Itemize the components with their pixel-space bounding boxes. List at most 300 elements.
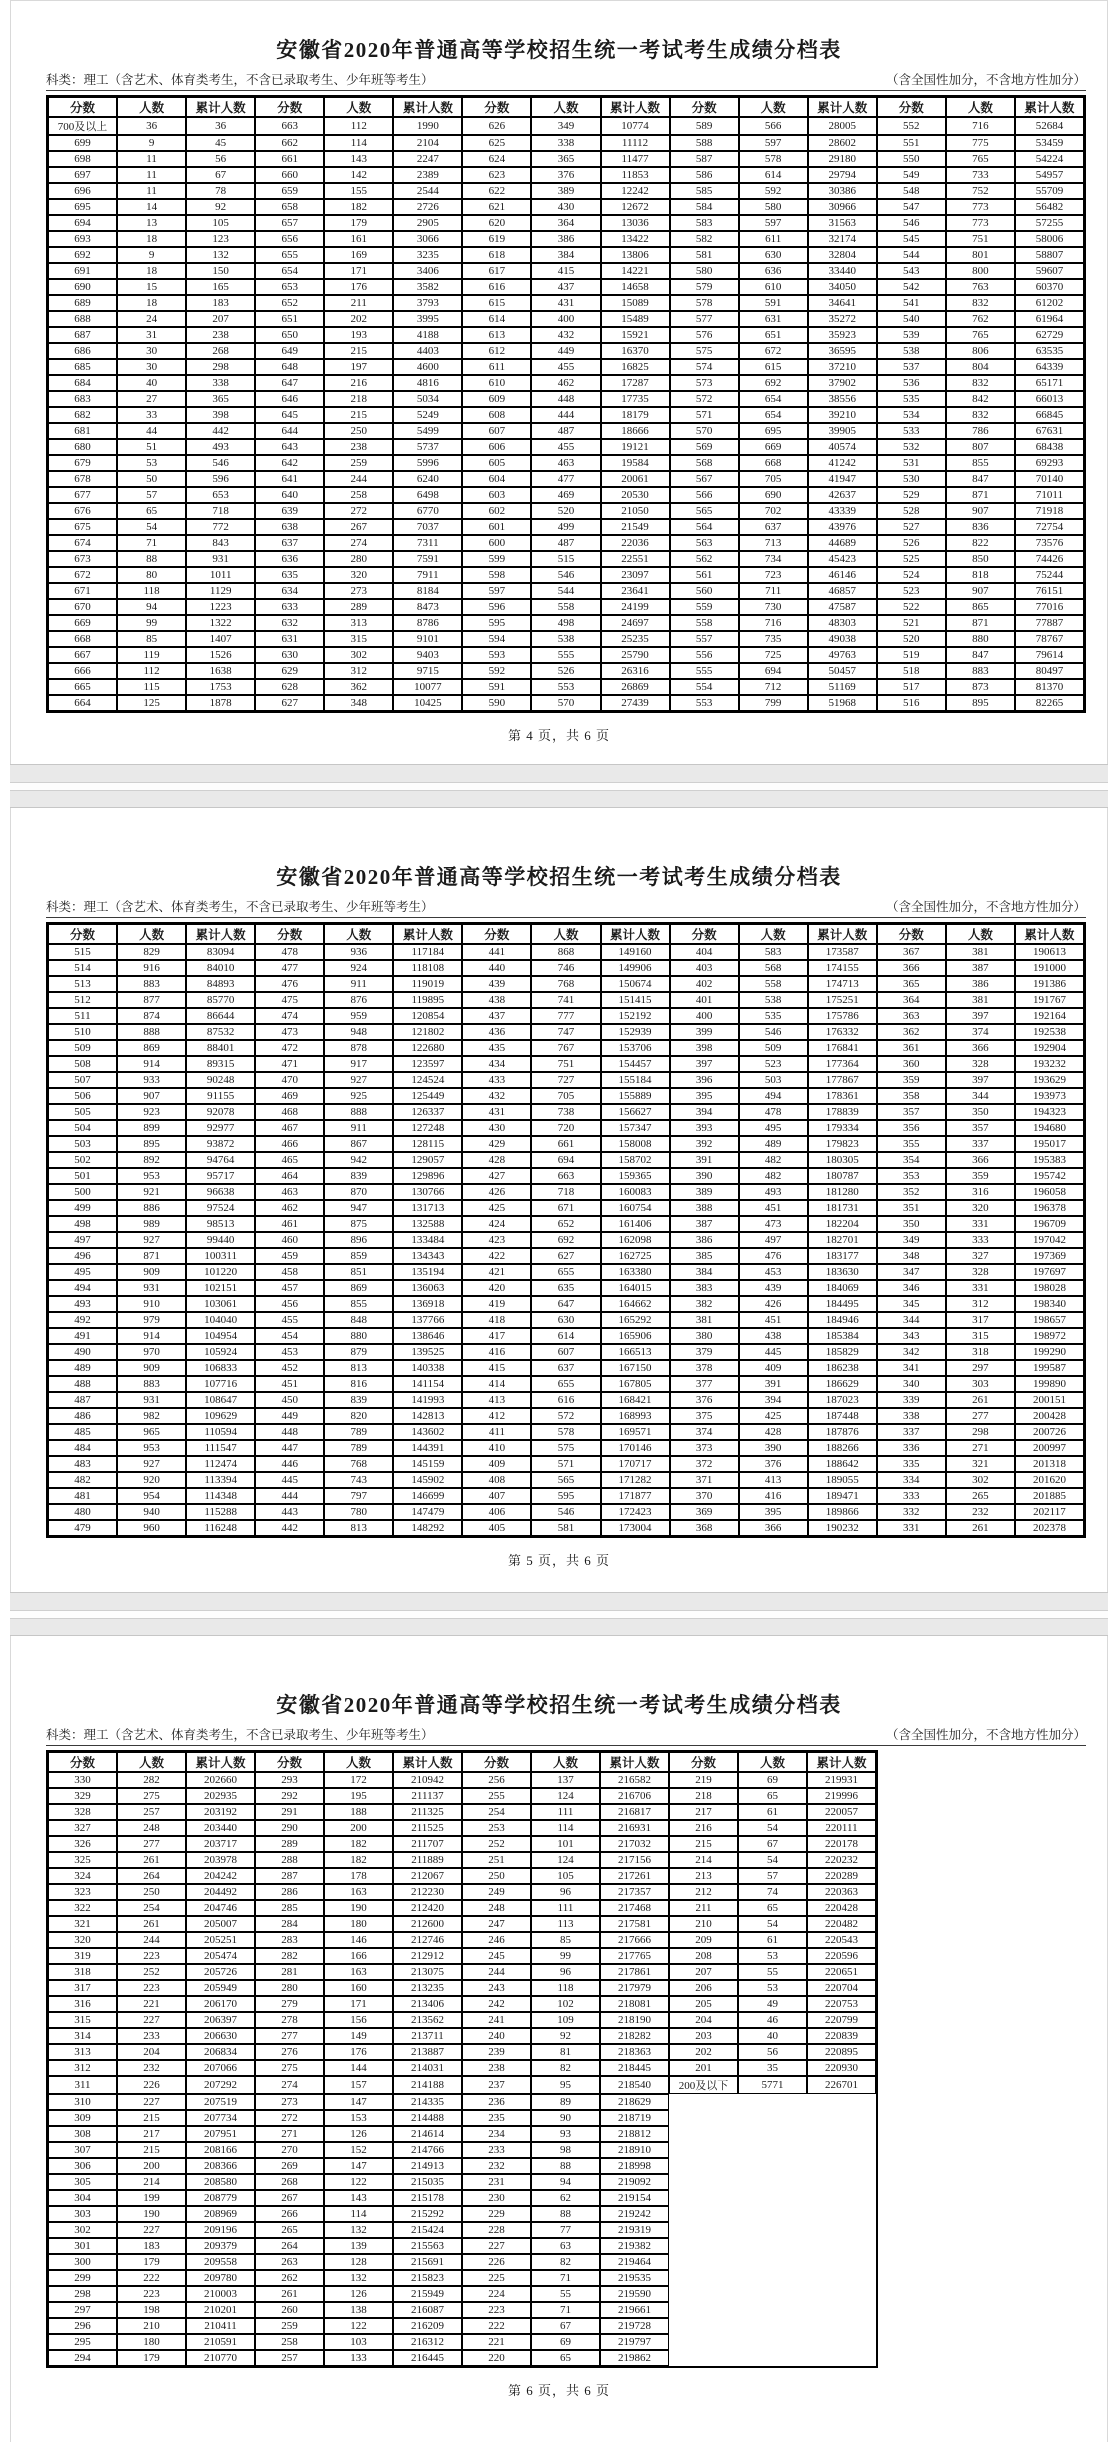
cell: 660	[255, 167, 324, 183]
cell: 658	[255, 199, 324, 215]
cell: 54	[738, 1852, 807, 1868]
page-edge-stripe	[10, 1610, 1108, 1619]
cell: 203440	[186, 1820, 255, 1836]
cell: 807	[946, 439, 1015, 455]
cell: 4403	[393, 343, 462, 359]
cell: 432	[462, 1088, 531, 1104]
cell: 216445	[393, 2350, 462, 2366]
cell: 7311	[393, 535, 462, 551]
cell: 455	[255, 1312, 324, 1328]
cell: 196709	[1015, 1216, 1084, 1232]
cell: 557	[670, 631, 739, 647]
cell: 668	[48, 631, 117, 647]
cell: 199290	[1015, 1344, 1084, 1360]
cell: 506	[48, 1088, 117, 1104]
cell: 676	[48, 503, 117, 519]
cell: 180305	[808, 1152, 877, 1168]
cell: 40	[738, 2028, 807, 2044]
cell: 535	[877, 391, 946, 407]
cell: 733	[946, 167, 1015, 183]
cell: 312	[48, 2060, 117, 2076]
cell: 232	[462, 2158, 531, 2174]
cell: 350	[946, 1104, 1015, 1120]
table-row	[48, 1932, 876, 1948]
cell: 439	[462, 976, 531, 992]
cell: 437	[531, 279, 600, 295]
cell: 207519	[186, 2094, 255, 2110]
cell: 57	[738, 1868, 807, 1884]
cell: 122	[324, 2174, 393, 2190]
cell: 806	[946, 343, 1015, 359]
cell: 500	[48, 1184, 117, 1200]
cell: 594	[462, 631, 531, 647]
cell: 18	[117, 263, 186, 279]
cell: 772	[186, 519, 255, 535]
cell: 549	[877, 167, 946, 183]
cell: 359	[946, 1168, 1015, 1184]
cell: 290	[255, 1820, 324, 1836]
cell: 529	[877, 487, 946, 503]
cell: 208969	[186, 2206, 255, 2222]
cell: 611	[462, 359, 531, 375]
cell: 655	[255, 247, 324, 263]
cell: 614	[462, 311, 531, 327]
cell: 214031	[393, 2060, 462, 2076]
cell: 593	[462, 647, 531, 663]
cell: 931	[117, 1392, 186, 1408]
column-header: 人数	[117, 97, 186, 117]
cell: 220111	[807, 1820, 876, 1836]
cell: 637	[255, 535, 324, 551]
cell: 487	[531, 423, 600, 439]
table-row	[48, 1216, 1084, 1232]
cell: 44689	[808, 535, 877, 551]
cell: 61202	[1015, 295, 1084, 311]
cell: 350	[877, 1216, 946, 1232]
cell: 15921	[601, 327, 670, 343]
cell: 829	[117, 944, 186, 960]
cell: 403	[670, 960, 739, 976]
cell: 394	[670, 1104, 739, 1120]
cell: 405	[462, 1520, 531, 1536]
cell: 33440	[808, 263, 877, 279]
cell: 662	[255, 135, 324, 151]
cell: 124524	[393, 1072, 462, 1088]
cell: 103	[324, 2334, 393, 2350]
cell: 243	[462, 1980, 531, 1996]
cell: 449	[255, 1408, 324, 1424]
table-row	[48, 2094, 876, 2110]
cell: 87532	[186, 1024, 255, 1040]
cell: 202117	[1015, 1504, 1084, 1520]
cell: 240	[462, 2028, 531, 2044]
cell: 246	[462, 1932, 531, 1948]
cell: 216817	[600, 1804, 669, 1820]
cell: 425	[462, 1200, 531, 1216]
cell: 378	[670, 1360, 739, 1376]
cell: 344	[877, 1312, 946, 1328]
cell: 218719	[600, 2110, 669, 2126]
cell: 390	[739, 1440, 808, 1456]
cell: 199587	[1015, 1360, 1084, 1376]
cell: 907	[117, 1088, 186, 1104]
cell: 641	[255, 471, 324, 487]
cell: 36	[117, 117, 186, 135]
cell: 347	[877, 1264, 946, 1280]
cell: 211137	[393, 1788, 462, 1804]
cell: 219	[669, 1772, 738, 1788]
cell: 746	[531, 960, 600, 976]
cell: 275	[117, 1788, 186, 1804]
cell: 46146	[808, 567, 877, 583]
cell: 546	[739, 1024, 808, 1040]
cell: 832	[946, 295, 1015, 311]
cell: 424	[462, 1216, 531, 1232]
cell: 360	[877, 1056, 946, 1072]
cell: 61	[738, 1804, 807, 1820]
cell: 655	[531, 1264, 600, 1280]
table-row	[48, 1120, 1084, 1136]
cell: 278	[255, 2012, 324, 2028]
cell: 205726	[186, 1964, 255, 1980]
cell: 610	[462, 375, 531, 391]
table-row	[48, 2110, 876, 2126]
cell: 208166	[186, 2142, 255, 2158]
cell: 49	[738, 1996, 807, 2012]
cell: 637	[531, 1360, 600, 1376]
cell: 640	[255, 487, 324, 503]
cell: 55	[738, 1964, 807, 1980]
cell: 168993	[601, 1408, 670, 1424]
cell: 101	[531, 1836, 600, 1852]
table-row	[48, 1804, 876, 1820]
cell: 38556	[808, 391, 877, 407]
cell: 16825	[601, 359, 670, 375]
cell: 65	[117, 503, 186, 519]
cell: 302	[324, 647, 393, 663]
table-row	[48, 1948, 876, 1964]
cell: 4600	[393, 359, 462, 375]
cell: 671	[48, 583, 117, 599]
score-table-page-6	[46, 1750, 878, 2368]
cell: 216931	[600, 1820, 669, 1836]
cell: 596	[462, 599, 531, 615]
table-row	[48, 2028, 876, 2044]
cell: 205251	[186, 1932, 255, 1948]
cell: 601	[462, 519, 531, 535]
cell: 217979	[600, 1980, 669, 1996]
cell: 371	[670, 1472, 739, 1488]
cell: 214188	[393, 2076, 462, 2094]
cell: 359	[877, 1072, 946, 1088]
cell: 762	[946, 311, 1015, 327]
cell: 789	[324, 1440, 393, 1456]
cell: 344	[946, 1088, 1015, 1104]
cell: 56482	[1015, 199, 1084, 215]
cell: 982	[117, 1408, 186, 1424]
cell: 656	[255, 231, 324, 247]
cell: 30	[117, 343, 186, 359]
cell: 545	[877, 231, 946, 247]
cell: 152192	[601, 1008, 670, 1024]
cell: 11112	[601, 135, 670, 151]
cell: 244	[117, 1932, 186, 1948]
cell: 673	[48, 551, 117, 567]
cell: 429	[462, 1136, 531, 1152]
cell: 2726	[393, 199, 462, 215]
cell: 528	[877, 503, 946, 519]
cell: 909	[117, 1360, 186, 1376]
cell: 197	[324, 359, 393, 375]
cell: 71011	[1015, 487, 1084, 503]
cell: 738	[531, 1104, 600, 1120]
cell: 520	[531, 503, 600, 519]
cell: 651	[255, 311, 324, 327]
cell: 215035	[393, 2174, 462, 2190]
cell: 79614	[1015, 647, 1084, 663]
cell: 20530	[601, 487, 670, 503]
cell: 120854	[393, 1008, 462, 1024]
cell: 326	[48, 1836, 117, 1852]
cell: 190613	[1015, 944, 1084, 960]
cell: 191386	[1015, 976, 1084, 992]
table-row	[48, 551, 1084, 567]
cell: 331	[877, 1520, 946, 1536]
cell: 907	[946, 583, 1015, 599]
cell: 219242	[600, 2206, 669, 2222]
cell: 847	[946, 471, 1015, 487]
cell: 102151	[186, 1280, 255, 1296]
cell: 158008	[601, 1136, 670, 1152]
cell: 397	[946, 1072, 1015, 1088]
cell: 205949	[186, 1980, 255, 1996]
cell: 81	[531, 2044, 600, 2060]
cell: 644	[255, 423, 324, 439]
table-row	[48, 519, 1084, 535]
cell: 523	[739, 1056, 808, 1072]
cell: 698	[48, 151, 117, 167]
cell: 53	[738, 1980, 807, 1996]
cell: 219862	[600, 2350, 669, 2366]
cell: 578	[531, 1424, 600, 1440]
cell: 21549	[601, 519, 670, 535]
cell: 261	[946, 1520, 1015, 1536]
cell: 522	[877, 599, 946, 615]
cell: 126	[324, 2126, 393, 2142]
cell: 602	[462, 503, 531, 519]
cell: 572	[531, 1408, 600, 1424]
cell: 493	[739, 1184, 808, 1200]
cell: 212746	[393, 1932, 462, 1948]
cell: 813	[324, 1520, 393, 1536]
cell: 571	[670, 407, 739, 423]
cell: 17287	[601, 375, 670, 391]
header-row	[48, 924, 1084, 944]
cell: 682	[48, 407, 117, 423]
cell: 206397	[186, 2012, 255, 2028]
cell: 2104	[393, 135, 462, 151]
cell: 210942	[393, 1772, 462, 1788]
cell: 138	[324, 2302, 393, 2318]
cell: 209196	[186, 2222, 255, 2238]
cell: 654	[739, 407, 808, 423]
cell: 46	[738, 2012, 807, 2028]
cell: 485	[48, 1424, 117, 1440]
cell: 620	[462, 215, 531, 231]
cell: 205007	[186, 1916, 255, 1932]
cell: 78767	[1015, 631, 1084, 647]
subtitle-line	[46, 899, 1086, 918]
table-row	[48, 976, 1084, 992]
column-header: 累计人数	[1015, 924, 1084, 944]
column-header: 分数	[255, 924, 324, 944]
table-row	[48, 2334, 876, 2350]
cell: 207066	[186, 2060, 255, 2076]
cell: 220482	[807, 1916, 876, 1932]
cell: 35272	[808, 311, 877, 327]
cell: 5249	[393, 407, 462, 423]
cell: 931	[186, 551, 255, 567]
cell: 210	[669, 1916, 738, 1932]
cell: 469	[255, 1088, 324, 1104]
cell: 570	[531, 695, 600, 711]
cell: 314	[48, 2028, 117, 2044]
cell: 462	[255, 1200, 324, 1216]
cell: 88401	[186, 1040, 255, 1056]
cell: 695	[48, 199, 117, 215]
cell: 327	[48, 1820, 117, 1836]
cell: 592	[462, 663, 531, 679]
cell: 269	[255, 2158, 324, 2174]
cell: 220704	[807, 1980, 876, 1996]
cell: 550	[877, 151, 946, 167]
cell: 621	[462, 199, 531, 215]
cell: 362	[877, 1024, 946, 1040]
cell: 535	[739, 1008, 808, 1024]
cell: 82	[531, 2060, 600, 2076]
column-header: 累计人数	[807, 1752, 876, 1772]
cell: 328	[48, 1804, 117, 1820]
cell: 43976	[808, 519, 877, 535]
cell: 387	[946, 960, 1015, 976]
cell: 114348	[186, 1488, 255, 1504]
cell: 197697	[1015, 1264, 1084, 1280]
cell: 174713	[808, 976, 877, 992]
cell: 61	[738, 1932, 807, 1948]
cell: 113	[531, 1916, 600, 1932]
header-row	[48, 1752, 876, 1772]
cell: 51	[117, 439, 186, 455]
cell: 666	[48, 663, 117, 679]
cell: 487	[48, 1392, 117, 1408]
cell: 395	[670, 1088, 739, 1104]
cell: 211	[669, 1900, 738, 1916]
cell: 523	[877, 583, 946, 599]
cell: 953	[117, 1168, 186, 1184]
cell: 663	[255, 117, 324, 135]
cell: 220428	[807, 1900, 876, 1916]
cell: 735	[739, 631, 808, 647]
cell: 322	[48, 1900, 117, 1916]
cell: 476	[255, 976, 324, 992]
cell: 69293	[1015, 455, 1084, 471]
cell: 328	[946, 1056, 1015, 1072]
cell: 353	[877, 1168, 946, 1184]
cell: 164662	[601, 1296, 670, 1312]
table-row	[48, 1328, 1084, 1344]
cell: 526	[877, 535, 946, 551]
column-header: 分数	[670, 97, 739, 117]
cell: 304	[48, 2190, 117, 2206]
cell: 220839	[807, 2028, 876, 2044]
cell: 447	[255, 1440, 324, 1456]
cell: 389	[670, 1184, 739, 1200]
cell: 509	[48, 1040, 117, 1056]
cell: 3235	[393, 247, 462, 263]
cell: 257	[117, 1804, 186, 1820]
cell: 457	[255, 1280, 324, 1296]
cell: 119	[117, 647, 186, 663]
cell: 680	[48, 439, 117, 455]
cell: 26316	[601, 663, 670, 679]
cell: 8473	[393, 599, 462, 615]
table-row	[48, 1900, 876, 1916]
bonus-note: （含全国性加分，不含地方性加分）	[885, 900, 1086, 914]
category-note: 科类：理工（含艺术、体育类考生，不含已录取考生、少年班等考生）	[46, 1728, 434, 1742]
cell: 268	[186, 343, 255, 359]
cell: 442	[255, 1520, 324, 1536]
cell: 445	[255, 1472, 324, 1488]
cell: 218445	[600, 2060, 669, 2076]
cell: 213406	[393, 1996, 462, 2012]
page-gap	[10, 764, 1108, 808]
cell: 39210	[808, 407, 877, 423]
cell: 515	[531, 551, 600, 567]
cell: 109	[531, 2012, 600, 2028]
cell: 218	[669, 1788, 738, 1804]
cell: 989	[117, 1216, 186, 1232]
cell: 53459	[1015, 135, 1084, 151]
table-row	[48, 263, 1084, 279]
cell: 555	[531, 647, 600, 663]
cell: 578	[670, 295, 739, 311]
cell: 865	[946, 599, 1015, 615]
column-header: 分数	[877, 924, 946, 944]
cell: 331	[946, 1280, 1015, 1296]
cell: 205474	[186, 1948, 255, 1964]
cell: 59607	[1015, 263, 1084, 279]
cell: 333	[877, 1488, 946, 1504]
cell: 187448	[808, 1408, 877, 1424]
cell: 583	[739, 944, 808, 960]
cell: 21050	[601, 503, 670, 519]
cell: 460	[255, 1232, 324, 1248]
cell: 725	[739, 647, 808, 663]
cell: 537	[877, 359, 946, 375]
cell: 651	[739, 327, 808, 343]
cell: 636	[739, 263, 808, 279]
cell: 249	[462, 1884, 531, 1900]
cell: 313	[324, 615, 393, 631]
cell: 456	[255, 1296, 324, 1312]
page-title: 安徽省2020年普通高等学校招生统一考试考生成绩分档表	[276, 865, 842, 889]
cell: 216706	[600, 1788, 669, 1804]
cell: 189866	[808, 1504, 877, 1520]
cell: 566	[739, 117, 808, 135]
cell: 105	[186, 215, 255, 231]
cell: 423	[462, 1232, 531, 1248]
cell: 227	[462, 2238, 531, 2254]
